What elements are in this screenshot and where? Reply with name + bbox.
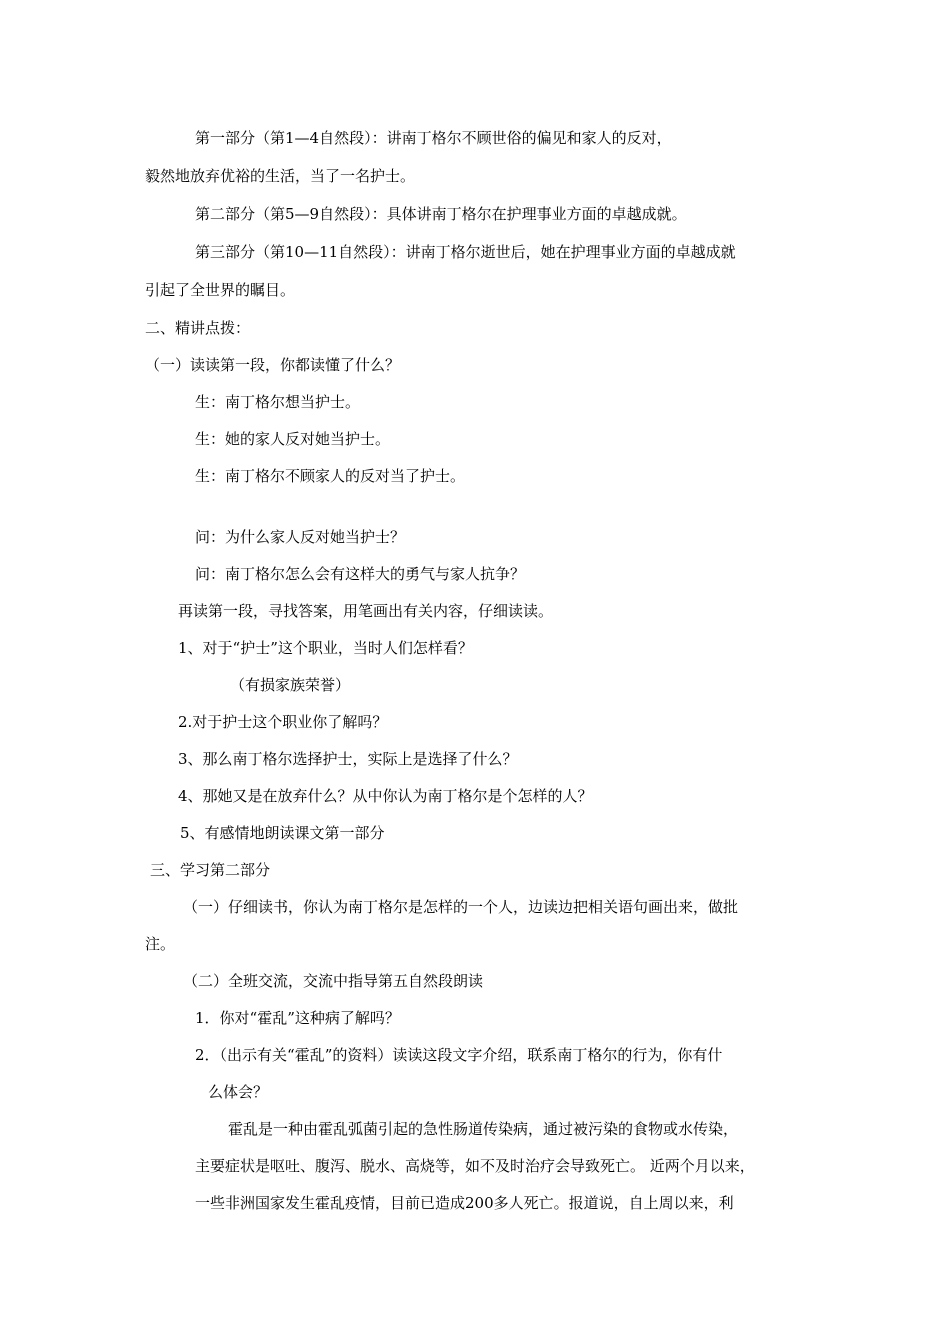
text-line: 一些非洲国家发生霍乱疫情，目前已造成200多人死亡。报道说，自上周以来，利 (195, 1194, 734, 1212)
text-line: 么体会？ (208, 1083, 269, 1101)
text-line: 第三部分（第10—11自然段）：讲南丁格尔逝世后，她在护理事业方面的卓越成就 (195, 243, 736, 261)
section-heading: 三、学习第二部分 (150, 861, 271, 879)
text-line: 问：为什么家人反对她当护士？ (195, 528, 406, 546)
text-line: 引起了全世界的瞩目。 (145, 281, 296, 299)
text-line: 问：南丁格尔怎么会有这样大的勇气与家人抗争？ (195, 565, 526, 583)
text-line: 生：南丁格尔不顾家人的反对当了护士。 (195, 467, 466, 485)
section-heading: 二、精讲点拨： (145, 319, 251, 337)
list-item: 5、有感情地朗读课文第一部分 (180, 824, 385, 842)
list-item: 1、对于“护士”这个职业，当时人们怎样看？ (178, 639, 473, 657)
text-line: 再读第一段，寻找答案，用笔画出有关内容，仔细读读。 (178, 602, 554, 620)
text-line: 主要症状是呕吐、腹泻、脱水、高烧等，如不及时治疗会导致死亡。 近两个月以来， (195, 1157, 755, 1175)
text-line: 生：她的家人反对她当护士。 (195, 430, 391, 448)
list-item: 1．你对“霍乱”这种病了解吗？ (195, 1009, 400, 1027)
subsection-heading: （一）读读第一段，你都读懂了什么？ (145, 356, 401, 374)
subsection-heading: （二）全班交流，交流中指导第五自然段朗读 (183, 972, 484, 990)
text-line: （一）仔细读书，你认为南丁格尔是怎样的一个人，边读边把相关语句画出来，做批 (183, 898, 739, 916)
text-line: 第一部分（第1—4自然段）：讲南丁格尔不顾世俗的偏见和家人的反对， (195, 129, 672, 147)
text-line: 生：南丁格尔想当护士。 (195, 393, 361, 411)
text-line: 毅然地放弃优裕的生活，当了一名护士。 (145, 167, 416, 185)
list-item: 2．（出示有关“霍乱”的资料）读读这段文字介绍，联系南丁格尔的行为，你有什 (195, 1046, 723, 1064)
list-item: 4、那她又是在放弃什么？从中你认为南丁格尔是个怎样的人？ (178, 787, 593, 805)
text-line: 第二部分（第5—9自然段）：具体讲南丁格尔在护理事业方面的卓越成就。 (195, 205, 687, 223)
text-line: 注。 (145, 935, 176, 953)
text-line: 霍乱是一种由霍乱弧菌引起的急性肠道传染病，通过被污染的食物或水传染， (228, 1120, 739, 1138)
text-line: （有损家族荣誉） (230, 676, 351, 694)
list-item: 3、那么南丁格尔选择护士，实际上是选择了什么？ (178, 750, 518, 768)
list-item: 2.对于护士这个职业你了解吗？ (178, 713, 388, 731)
